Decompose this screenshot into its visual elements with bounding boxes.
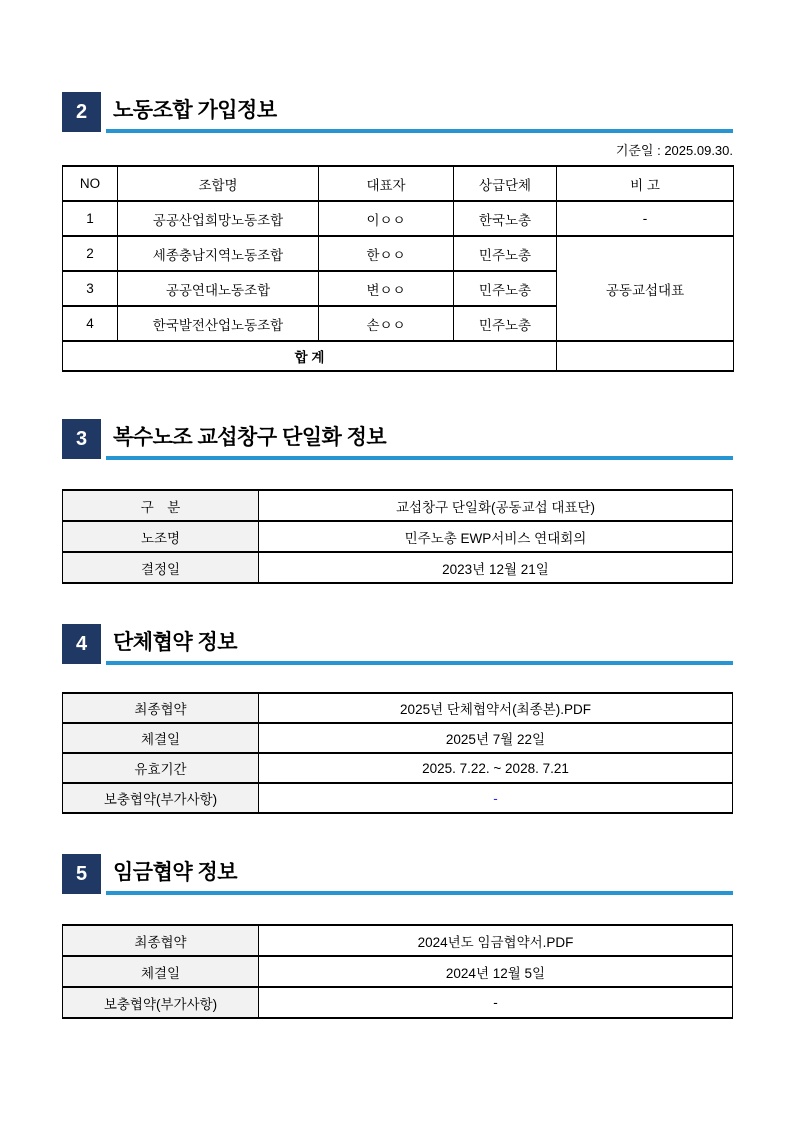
table-row	[63, 490, 733, 521]
section-3-number: 3	[75, 427, 88, 450]
representative-cell: 이ㅇㅇ	[319, 201, 454, 236]
table-row	[63, 987, 733, 1018]
table-row	[63, 521, 733, 552]
value-cell: 민주노총 EWP서비스 연대회의	[259, 521, 733, 552]
table-row	[63, 723, 733, 753]
representative-cell: 한ㅇㅇ	[319, 236, 454, 271]
total-remarks-cell	[557, 341, 734, 371]
label-cell: 보충협약(부가사항)	[63, 783, 259, 813]
spacer	[62, 668, 733, 692]
upper-org-cell: 민주노총	[454, 271, 557, 306]
union-name-column-header: 조합명	[118, 166, 319, 201]
label-cell: 최종협약	[63, 693, 259, 723]
value-cell: 2024년 12월 5일	[259, 956, 733, 987]
section-2-badge	[62, 92, 101, 132]
section-3-badge	[62, 419, 101, 459]
table-row	[63, 201, 734, 236]
section-4-header	[62, 624, 733, 668]
table-row	[63, 925, 733, 956]
section-5-title: 임금협약 정보	[113, 861, 238, 884]
upper-org-cell: 한국노총	[454, 201, 557, 236]
section-3-title: 복수노조 교섭창구 단일화 정보	[113, 426, 387, 449]
value-cell: 2025. 7.22. ~ 2028. 7.21	[259, 753, 733, 783]
label-cell: 보충협약(부가사항)	[63, 987, 259, 1018]
union-name-cell: 세종충남지역노동조합	[118, 236, 319, 271]
section-4-underline	[106, 661, 733, 665]
spacer	[62, 584, 733, 624]
bargaining-channel-table	[62, 489, 733, 584]
union-name-cell: 한국발전산업노동조합	[118, 306, 319, 341]
union-name-cell: 공공산업희망노동조합	[118, 201, 319, 236]
section-2-title: 노동조합 가입정보	[113, 99, 277, 122]
remarks-column-header: 비 고	[557, 166, 734, 201]
table-row	[63, 753, 733, 783]
value-cell: 2025년 단체협약서(최종본).PDF	[259, 693, 733, 723]
value-cell: 2025년 7월 22일	[259, 723, 733, 753]
section-5-badge	[62, 854, 101, 894]
label-cell: 체결일	[63, 723, 259, 753]
total-label-cell: 합 계	[63, 341, 557, 371]
total-row	[63, 341, 734, 371]
spacer	[62, 463, 733, 489]
reference-date: 기준일 : 2025.09.30.	[615, 143, 733, 158]
representative-cell: 손ㅇㅇ	[319, 306, 454, 341]
representative-cell: 변ㅇㅇ	[319, 271, 454, 306]
spacer	[62, 898, 733, 924]
section-3-header	[62, 419, 733, 463]
label-cell: 구 분	[63, 490, 259, 521]
label-cell: 노조명	[63, 521, 259, 552]
table-row	[63, 693, 733, 723]
no-cell: 1	[63, 201, 118, 236]
section-2-number: 2	[75, 100, 88, 123]
no-cell: 4	[63, 306, 118, 341]
section-4-number: 4	[75, 632, 88, 655]
label-cell: 최종협약	[63, 925, 259, 956]
section-2-header	[62, 92, 733, 136]
union-membership-table	[62, 165, 734, 372]
union-name-cell: 공공연대노동조합	[118, 271, 319, 306]
table-row	[63, 552, 733, 583]
upper-org-column-header: 상급단체	[454, 166, 557, 201]
table-row	[63, 956, 733, 987]
value-cell: 2024년도 임금협약서.PDF	[259, 925, 733, 956]
spacer	[62, 814, 733, 854]
label-cell: 결정일	[63, 552, 259, 583]
wage-agreement-table	[62, 924, 733, 1019]
representative-column-header: 대표자	[319, 166, 454, 201]
value-cell: 2023년 12월 21일	[259, 552, 733, 583]
union-table-header-row	[63, 166, 734, 201]
section-5-header	[62, 854, 733, 898]
label-cell: 체결일	[63, 956, 259, 987]
no-cell: 2	[63, 236, 118, 271]
section-4-title: 단체협약 정보	[113, 631, 238, 654]
value-cell: 교섭창구 단일화(공동교섭 대표단)	[259, 490, 733, 521]
no-column-header: NO	[63, 166, 118, 201]
joint-bargaining-merged-cell: 공동교섭대표	[557, 236, 734, 341]
section-4-badge	[62, 624, 101, 664]
section-2-underline	[106, 129, 733, 133]
page-content	[62, 92, 733, 1019]
upper-org-cell: 민주노총	[454, 236, 557, 271]
no-cell: 3	[63, 271, 118, 306]
collective-agreement-table	[62, 692, 733, 814]
table-row	[63, 783, 733, 813]
upper-org-cell: 민주노총	[454, 306, 557, 341]
remarks-cell: -	[557, 201, 734, 236]
section-5-number: 5	[75, 862, 88, 885]
value-cell: -	[259, 987, 733, 1018]
section-5-underline	[106, 891, 733, 895]
value-cell: -	[259, 783, 733, 813]
spacer	[62, 372, 733, 419]
section-3-underline	[106, 456, 733, 460]
table-row	[63, 236, 734, 271]
label-cell: 유효기간	[63, 753, 259, 783]
